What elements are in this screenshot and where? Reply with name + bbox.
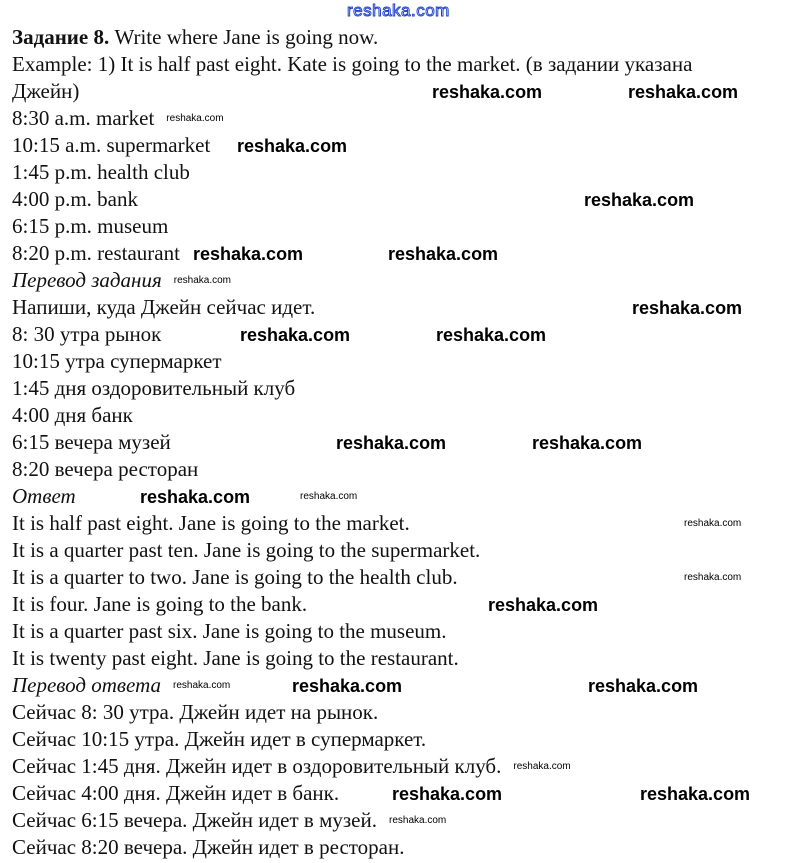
watermark: reshaka.com	[436, 324, 547, 345]
watermark-small: reshaka.com	[173, 680, 231, 691]
translation-item: 10:15 утра супермаркет	[12, 349, 222, 373]
translation-item: 6:15 вечера музей	[12, 430, 171, 454]
watermark: reshaka.com	[588, 675, 699, 696]
watermark: reshaka.com	[628, 81, 739, 102]
watermark: reshaka.com	[193, 243, 304, 264]
watermark: reshaka.com	[392, 783, 503, 804]
watermark: reshaka.com	[432, 81, 543, 102]
watermark: reshaka.com	[584, 189, 695, 210]
watermark-small: reshaka.com	[173, 275, 231, 286]
answer-translation-item: Сейчас 6:15 вечера. Джейн идет в музей.	[12, 808, 377, 832]
translation-heading: Перевод задания	[12, 268, 162, 292]
task-item: 10:15 a.m. supermarket	[12, 133, 211, 157]
translation-instruction: Напиши, куда Джейн сейчас идет.	[12, 295, 316, 319]
answer-item: It is a quarter past ten. Jane is going to the supermarket.	[12, 538, 481, 562]
watermark: reshaka.com	[632, 297, 743, 318]
watermark: reshaka.com	[640, 783, 751, 804]
example-line: Джейн)	[12, 79, 80, 103]
answer-item: It is twenty past eight. Jane is going to the restaurant.	[12, 646, 459, 670]
answer-heading: Ответ	[12, 484, 76, 508]
task-instruction: Write where Jane is going now.	[109, 25, 379, 49]
answer-item: It is a quarter to two. Jane is going to the health club.	[12, 565, 458, 589]
watermark-small: reshaka.com	[166, 113, 224, 124]
answer-translation-item: Сейчас 10:15 утра. Джейн идет в супермаркет.	[12, 727, 427, 751]
answer-translation-item: Сейчас 1:45 дня. Джейн идет в оздоровительный клуб.	[12, 754, 502, 778]
watermark: reshaka.com	[237, 135, 348, 156]
answer-translation-item: Сейчас 8: 30 утра. Джейн идет на рынок.	[12, 700, 379, 724]
watermark-top[interactable]: reshaka.com	[347, 1, 450, 20]
answer-item: It is a quarter past six. Jane is going to the museum.	[12, 619, 447, 643]
watermark-small: reshaka.com	[684, 518, 742, 529]
task-title	[12, 24, 692, 51]
watermark: reshaka.com	[388, 243, 499, 264]
watermark: reshaka.com	[240, 324, 351, 345]
watermark: reshaka.com	[140, 486, 251, 507]
task-item: 8:30 a.m. market	[12, 106, 155, 130]
task-item: 4:00 p.m. bank	[12, 187, 138, 211]
answer-translation-heading: Перевод ответа	[12, 673, 161, 697]
watermark-small: reshaka.com	[513, 761, 571, 772]
task-item: 6:15 p.m. museum	[12, 214, 169, 238]
task-item: 1:45 p.m. health club	[12, 160, 190, 184]
translation-item: 4:00 дня банк	[12, 403, 133, 427]
watermark: reshaka.com	[488, 594, 599, 615]
translation-item: 8:20 вечера ресторан	[12, 457, 199, 481]
translation-item: 1:45 дня оздоровительный клуб	[12, 376, 296, 400]
translation-item: 8: 30 утра рынок	[12, 322, 162, 346]
answer-item: It is four. Jane is going to the bank.	[12, 592, 308, 616]
answer-translation-item: Сейчас 8:20 вечера. Джейн идет в ресторан.	[12, 835, 405, 859]
watermark: reshaka.com	[532, 432, 643, 453]
task-item: 8:20 p.m. restaurant	[12, 241, 180, 265]
watermark-small: reshaka.com	[684, 572, 742, 583]
answer-translation-item: Сейчас 4:00 дня. Джейн идет в банк.	[12, 781, 340, 805]
example-line: Example: 1) It is half past eight. Kate is going to the market. (в задании указана	[12, 52, 693, 76]
task-number: Задание 8.	[12, 25, 110, 49]
watermark-small: reshaka.com	[300, 491, 358, 502]
watermark-small: reshaka.com	[389, 815, 447, 826]
answer-item: It is half past eight. Jane is going to the market.	[12, 511, 410, 535]
watermark: reshaka.com	[336, 432, 447, 453]
watermark: reshaka.com	[292, 675, 403, 696]
